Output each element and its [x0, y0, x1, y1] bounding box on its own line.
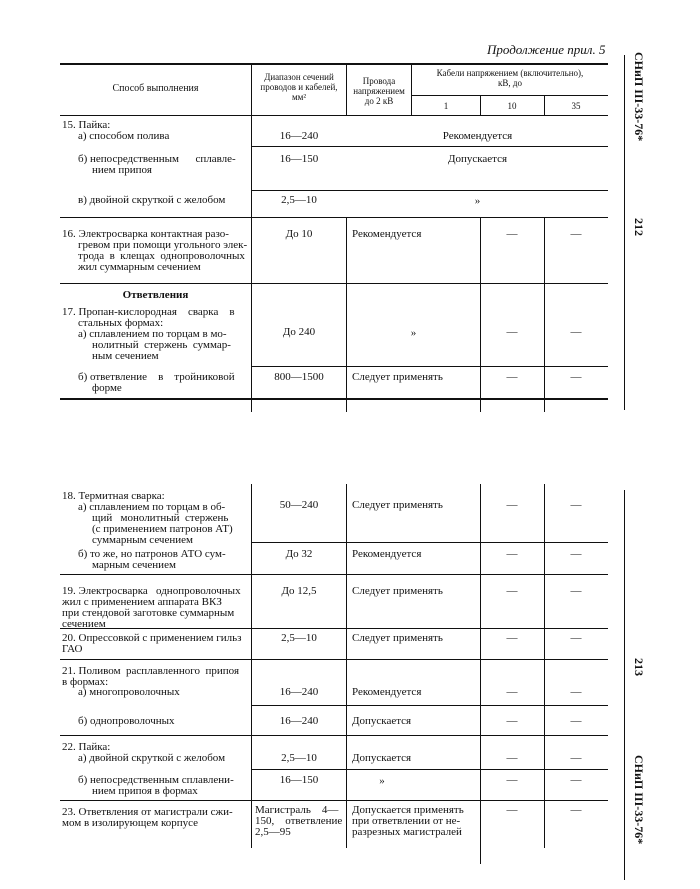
col-line — [544, 96, 545, 115]
r18-a-range: 50—240 — [279, 499, 319, 511]
side-page-212: 212 — [632, 218, 646, 236]
r23-d1: — — [506, 804, 518, 816]
r22-a-range: 2,5—10 — [281, 752, 317, 764]
r20-range: 2,5—10 — [281, 632, 317, 644]
r18-a-val: Следует применять — [352, 499, 443, 511]
col-line — [411, 64, 412, 115]
header-method: Способ выполнения — [112, 83, 199, 94]
r15-a-range: 16—240 — [279, 130, 319, 142]
r17-a-d1: — — [506, 326, 518, 338]
col-line — [480, 217, 481, 283]
r16-l3: трода в клещах однопроволочных — [78, 250, 245, 262]
side-divider-top — [624, 55, 625, 410]
r19-d1: — — [506, 585, 518, 597]
section-branches: Ответвления — [122, 289, 189, 301]
side-code-top: СНиП III-33-76* — [632, 52, 646, 142]
r17-l1: 17. Пропан-кислородная сварка в — [62, 306, 235, 318]
col-line — [480, 283, 481, 412]
r18-b-val: Рекомендуется — [352, 548, 422, 560]
r21-a-val: Рекомендуется — [352, 686, 422, 698]
col-line — [251, 115, 252, 217]
r22-a-val: Допускается — [352, 752, 412, 764]
r17-a-d2: — — [570, 326, 582, 338]
r16-val: Рекомендуется — [352, 228, 422, 240]
r21-a-d2: — — [570, 686, 582, 698]
r17-a1: а) сплавлением по торцам в мо- — [78, 328, 227, 340]
r23-d2: — — [570, 804, 582, 816]
r15-v-val: » — [474, 195, 481, 207]
row-rule — [60, 574, 608, 575]
r16-l2: гревом при помощи угольного элек- — [78, 239, 248, 251]
col-line — [346, 64, 347, 115]
r17-a2: нолитный стержень суммар- — [92, 339, 231, 351]
r18-a2: щий монолитный стержень — [92, 512, 229, 524]
r18-b-d1: — — [506, 548, 518, 560]
r18-a-d1: — — [506, 499, 518, 511]
r18-a1: а) сплавлением по торцам в об- — [78, 501, 226, 513]
row-rule — [252, 190, 608, 191]
col-line — [251, 217, 252, 283]
r23-l2: мом в изолирующем корпусе — [62, 817, 199, 829]
r20-l1: 20. Опрессовкой с применением гильз — [62, 632, 242, 644]
r16-l1: 16. Электросварка контактная разо- — [62, 228, 229, 240]
col-line — [544, 217, 545, 283]
col-line — [346, 283, 347, 412]
r23-range1: Магистраль 4— — [255, 804, 339, 816]
header-top-rule — [60, 63, 608, 65]
r21-a-d1: — — [506, 686, 518, 698]
r17-b2: форме — [92, 382, 122, 394]
r21-a: а) многопроволочных — [78, 686, 180, 698]
r23-val3: разрезных магистралей — [352, 826, 462, 838]
r23-val2: при ответвлении от не- — [352, 815, 461, 827]
r15-a: а) способом полива — [78, 130, 170, 142]
r17-b-d1: — — [506, 371, 518, 383]
row-rule — [60, 735, 608, 736]
col-line — [480, 96, 481, 115]
row-rule — [252, 366, 608, 367]
r22-b-range: 16—150 — [279, 774, 319, 786]
r17-b-val: Следует применять — [352, 371, 443, 383]
header-kv-10: 10 — [507, 101, 517, 111]
header-range: Диапазон сечений проводов и кабелей, мм² — [260, 72, 338, 102]
r16-d1: — — [506, 228, 518, 240]
r20-d2: — — [570, 632, 582, 644]
running-title: Продолжение прил. 5 — [487, 42, 606, 57]
r22-b-d2: — — [570, 774, 582, 786]
r18-b-d2: — — [570, 548, 582, 560]
r17-b-range: 800—1500 — [274, 371, 324, 383]
col-line — [346, 217, 347, 283]
col-line — [544, 283, 545, 412]
row-rule — [60, 800, 608, 801]
col-line — [544, 484, 545, 848]
r17-b-d2: — — [570, 371, 582, 383]
header-bottom-rule — [60, 115, 608, 116]
r15-b-range: 16—150 — [279, 153, 319, 165]
r22-b2: нием припоя в формах — [92, 785, 198, 797]
r18-b-range: До 32 — [285, 548, 313, 560]
r17-l2: стальных формах: — [78, 317, 164, 329]
r19-l1: 19. Электросварка однопроволочных — [62, 585, 241, 597]
r17-a-val: » — [410, 327, 417, 339]
header-kv-35: 35 — [571, 101, 581, 111]
r22-b-val: » — [379, 775, 385, 787]
r15-b-val: Допускается — [447, 153, 508, 165]
r21-b-d2: — — [570, 715, 582, 727]
r19-range: До 12,5 — [281, 585, 317, 597]
header-wires: Провода напряжением до 2 кВ — [353, 76, 405, 106]
table-bottom-rule — [60, 398, 608, 400]
r17-a-range: До 240 — [282, 326, 316, 338]
r18-a3: (с применением патронов АТ) — [92, 523, 233, 535]
r18-title: 18. Термитная сварка: — [62, 490, 165, 502]
r16-d2: — — [570, 228, 582, 240]
r22-a: а) двойной скруткой с желобом — [78, 752, 226, 764]
r17-a3: ным сечением — [92, 350, 159, 362]
row-rule — [60, 628, 608, 629]
r19-l2: жил с применением аппарата ВКЗ — [62, 596, 222, 608]
side-page-213: 213 — [632, 658, 646, 676]
r23-val1: Допускается применять — [352, 804, 464, 816]
row-rule — [252, 769, 608, 770]
col-line — [251, 484, 252, 848]
r22-b1: б) непосредственным сплавлени- — [78, 774, 234, 786]
row-rule — [60, 217, 608, 218]
r22-title: 22. Пайка: — [62, 741, 111, 753]
row-rule — [252, 146, 608, 147]
row-rule — [60, 659, 608, 660]
row-rule — [252, 542, 608, 543]
r19-l3: при стендовой заготовке суммарным — [62, 607, 235, 619]
r17-b1: б) ответвление в тройниковой — [78, 371, 235, 383]
r21-l2: в формах: — [62, 676, 109, 688]
r23-range3: 2,5—95 — [255, 826, 291, 838]
r22-b-d1: — — [506, 774, 518, 786]
r15-v-range: 2,5—10 — [281, 194, 317, 206]
col-line — [251, 283, 252, 412]
header-cables-rule — [412, 95, 608, 96]
r18-a-d2: — — [570, 499, 582, 511]
r18-b2: марным сечением — [92, 559, 176, 571]
header-cables: Кабели напряжением (включительно), кВ, до — [436, 68, 584, 88]
col-line — [346, 484, 347, 848]
r16-range: До 10 — [285, 228, 313, 240]
r22-a-d2: — — [570, 752, 582, 764]
r21-l1: 21. Поливом расплавленного припоя — [62, 665, 240, 677]
r22-a-d1: — — [506, 752, 518, 764]
r23-l1: 23. Ответвления от магистрали сжи- — [62, 806, 233, 818]
r20-l2: ГАО — [62, 643, 83, 655]
r21-a-range: 16—240 — [279, 686, 319, 698]
row-rule — [252, 705, 608, 706]
r21-b-range: 16—240 — [279, 715, 319, 727]
side-divider-bottom — [624, 490, 625, 880]
col-line — [251, 64, 252, 115]
r20-val: Следует применять — [352, 632, 443, 644]
row-rule — [60, 283, 608, 284]
r15-b2: нием припоя — [92, 164, 152, 176]
col-line — [480, 484, 481, 864]
r19-d2: — — [570, 585, 582, 597]
r19-l4: сечением — [62, 618, 106, 630]
r15-v: в) двойной скруткой с желобом — [78, 194, 226, 206]
r20-d1: — — [506, 632, 518, 644]
r21-b: б) однопроволочных — [78, 715, 175, 727]
header-kv-1: 1 — [443, 101, 449, 111]
r15-a-val: Рекомендуется — [442, 130, 513, 142]
r18-a4: суммарным сечением — [92, 534, 193, 546]
side-code-bottom: СНиП III-33-76* — [632, 755, 646, 845]
r16-l4: жил суммарным сечением — [78, 261, 201, 273]
r19-val: Следует применять — [352, 585, 443, 597]
r21-b-val: Допускается — [352, 715, 412, 727]
r21-b-d1: — — [506, 715, 518, 727]
r15-b1: б) непосредственным сплавле- — [78, 153, 236, 165]
r15-title: 15. Пайка: — [62, 119, 111, 131]
r23-range2: 150, ответвление — [255, 815, 343, 827]
r18-b1: б) то же, но патронов АТО сум- — [78, 548, 226, 560]
